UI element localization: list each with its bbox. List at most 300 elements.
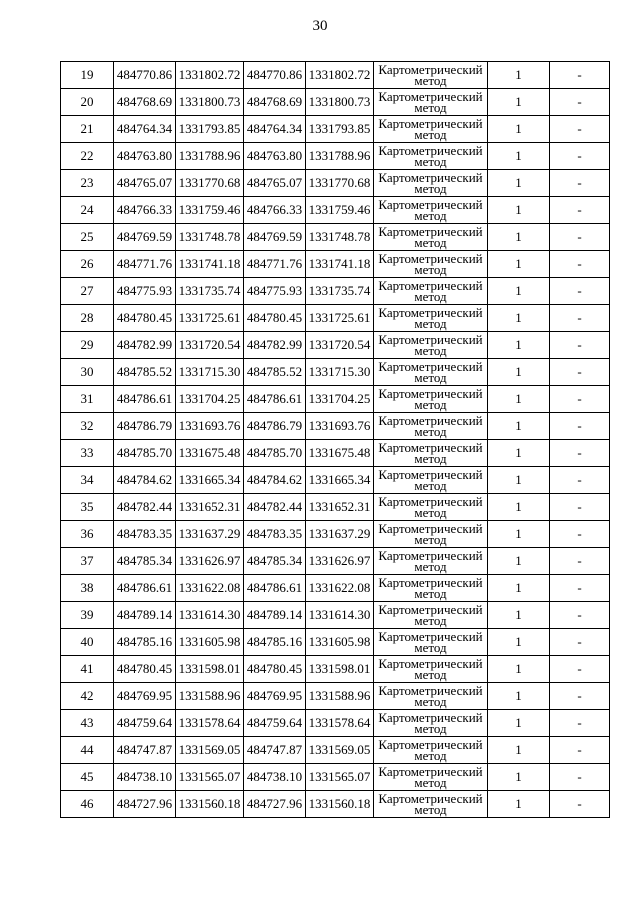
method-line-1: Картометрический (378, 332, 483, 347)
method-line-1: Картометрический (378, 413, 483, 428)
note-cell: - (550, 143, 610, 170)
y-coordinate-2-cell: 1331588.96 (306, 683, 374, 710)
table-row (61, 737, 610, 764)
x-coordinate-2-cell: 484764.34 (244, 116, 306, 143)
y-coordinate-cell: 1331598.01 (176, 656, 244, 683)
table-row (61, 710, 610, 737)
accuracy-cell: 1 (488, 710, 550, 737)
x-coordinate-cell: 484747.87 (114, 737, 176, 764)
accuracy-cell: 1 (488, 62, 550, 89)
note-cell: - (550, 548, 610, 575)
x-coordinate-cell: 484763.80 (114, 143, 176, 170)
method-line-1: Картометрический (378, 116, 483, 131)
accuracy-cell: 1 (488, 197, 550, 224)
table-row (61, 251, 610, 278)
point-number-cell: 23 (61, 170, 114, 197)
note-cell: - (550, 413, 610, 440)
point-number-cell: 45 (61, 764, 114, 791)
method-line-2: метод (414, 505, 447, 520)
point-number-cell: 42 (61, 683, 114, 710)
point-number-cell: 19 (61, 62, 114, 89)
method-cell (374, 143, 488, 170)
x-coordinate-2-cell: 484747.87 (244, 737, 306, 764)
note-cell: - (550, 62, 610, 89)
table-row (61, 791, 610, 818)
method-line-1: Картометрический (378, 89, 483, 104)
point-number-cell: 22 (61, 143, 114, 170)
x-coordinate-2-cell: 484768.69 (244, 89, 306, 116)
note-cell: - (550, 89, 610, 116)
y-coordinate-2-cell: 1331704.25 (306, 386, 374, 413)
method-line-2: метод (414, 127, 447, 142)
table-row (61, 89, 610, 116)
method-line-1: Картометрический (378, 494, 483, 509)
y-coordinate-cell: 1331802.72 (176, 62, 244, 89)
note-cell: - (550, 305, 610, 332)
method-line-2: метод (414, 181, 447, 196)
method-line-2: метод (414, 343, 447, 358)
point-number-cell: 37 (61, 548, 114, 575)
point-number-cell: 32 (61, 413, 114, 440)
x-coordinate-cell: 484785.52 (114, 359, 176, 386)
y-coordinate-2-cell: 1331770.68 (306, 170, 374, 197)
x-coordinate-2-cell: 484782.99 (244, 332, 306, 359)
x-coordinate-2-cell: 484780.45 (244, 656, 306, 683)
note-cell: - (550, 629, 610, 656)
method-line-1: Картометрический (378, 548, 483, 563)
method-line-2: метод (414, 613, 447, 628)
method-line-2: метод (414, 775, 447, 790)
note-cell: - (550, 575, 610, 602)
y-coordinate-2-cell: 1331715.30 (306, 359, 374, 386)
y-coordinate-cell: 1331788.96 (176, 143, 244, 170)
y-coordinate-2-cell: 1331675.48 (306, 440, 374, 467)
table-row (61, 332, 610, 359)
y-coordinate-2-cell: 1331652.31 (306, 494, 374, 521)
y-coordinate-2-cell: 1331614.30 (306, 602, 374, 629)
method-line-2: метод (414, 451, 447, 466)
method-line-1: Картометрический (378, 440, 483, 455)
coordinates-table (60, 61, 610, 818)
note-cell: - (550, 278, 610, 305)
method-line-2: метод (414, 532, 447, 547)
y-coordinate-cell: 1331770.68 (176, 170, 244, 197)
method-line-1: Картометрический (378, 629, 483, 644)
accuracy-cell: 1 (488, 251, 550, 278)
method-line-2: метод (414, 694, 447, 709)
table-row (61, 656, 610, 683)
table-row (61, 629, 610, 656)
y-coordinate-cell: 1331693.76 (176, 413, 244, 440)
method-line-2: метод (414, 640, 447, 655)
method-line-2: метод (414, 100, 447, 115)
y-coordinate-cell: 1331626.97 (176, 548, 244, 575)
x-coordinate-cell: 484769.59 (114, 224, 176, 251)
method-line-1: Картометрический (378, 467, 483, 482)
method-line-1: Картометрический (378, 170, 483, 185)
accuracy-cell: 1 (488, 764, 550, 791)
method-line-1: Картометрический (378, 656, 483, 671)
y-coordinate-2-cell: 1331788.96 (306, 143, 374, 170)
y-coordinate-2-cell: 1331569.05 (306, 737, 374, 764)
method-cell (374, 359, 488, 386)
x-coordinate-2-cell: 484784.62 (244, 467, 306, 494)
method-cell (374, 467, 488, 494)
x-coordinate-2-cell: 484738.10 (244, 764, 306, 791)
point-number-cell: 39 (61, 602, 114, 629)
method-line-1: Картометрический (378, 386, 483, 401)
table-row (61, 197, 610, 224)
method-cell (374, 683, 488, 710)
point-number-cell: 21 (61, 116, 114, 143)
point-number-cell: 31 (61, 386, 114, 413)
x-coordinate-cell: 484782.99 (114, 332, 176, 359)
point-number-cell: 27 (61, 278, 114, 305)
note-cell: - (550, 359, 610, 386)
x-coordinate-cell: 484769.95 (114, 683, 176, 710)
point-number-cell: 44 (61, 737, 114, 764)
x-coordinate-2-cell: 484775.93 (244, 278, 306, 305)
y-coordinate-cell: 1331704.25 (176, 386, 244, 413)
note-cell: - (550, 251, 610, 278)
x-coordinate-cell: 484789.14 (114, 602, 176, 629)
method-cell (374, 62, 488, 89)
y-coordinate-cell: 1331759.46 (176, 197, 244, 224)
note-cell: - (550, 197, 610, 224)
x-coordinate-2-cell: 484770.86 (244, 62, 306, 89)
table-row (61, 575, 610, 602)
accuracy-cell: 1 (488, 737, 550, 764)
x-coordinate-cell: 484785.16 (114, 629, 176, 656)
x-coordinate-cell: 484780.45 (114, 305, 176, 332)
accuracy-cell: 1 (488, 791, 550, 818)
y-coordinate-2-cell: 1331748.78 (306, 224, 374, 251)
method-cell (374, 116, 488, 143)
method-line-1: Картометрический (378, 602, 483, 617)
x-coordinate-cell: 484765.07 (114, 170, 176, 197)
x-coordinate-2-cell: 484786.79 (244, 413, 306, 440)
method-line-2: метод (414, 748, 447, 763)
x-coordinate-2-cell: 484727.96 (244, 791, 306, 818)
x-coordinate-2-cell: 484759.64 (244, 710, 306, 737)
y-coordinate-cell: 1331748.78 (176, 224, 244, 251)
table-row (61, 143, 610, 170)
method-cell (374, 386, 488, 413)
method-cell (374, 602, 488, 629)
method-line-1: Картометрический (378, 791, 483, 806)
method-cell (374, 170, 488, 197)
method-cell (374, 737, 488, 764)
accuracy-cell: 1 (488, 548, 550, 575)
method-line-2: метод (414, 289, 447, 304)
y-coordinate-2-cell: 1331800.73 (306, 89, 374, 116)
x-coordinate-cell: 484782.44 (114, 494, 176, 521)
table-row (61, 467, 610, 494)
y-coordinate-cell: 1331637.29 (176, 521, 244, 548)
method-line-2: метод (414, 478, 447, 493)
x-coordinate-2-cell: 484785.34 (244, 548, 306, 575)
method-line-1: Картометрический (378, 521, 483, 536)
x-coordinate-cell: 484775.93 (114, 278, 176, 305)
y-coordinate-cell: 1331622.08 (176, 575, 244, 602)
accuracy-cell: 1 (488, 278, 550, 305)
table-row (61, 602, 610, 629)
x-coordinate-cell: 484738.10 (114, 764, 176, 791)
accuracy-cell: 1 (488, 332, 550, 359)
y-coordinate-cell: 1331725.61 (176, 305, 244, 332)
point-number-cell: 28 (61, 305, 114, 332)
y-coordinate-2-cell: 1331565.07 (306, 764, 374, 791)
accuracy-cell: 1 (488, 224, 550, 251)
point-number-cell: 40 (61, 629, 114, 656)
x-coordinate-2-cell: 484786.61 (244, 386, 306, 413)
x-coordinate-2-cell: 484780.45 (244, 305, 306, 332)
x-coordinate-cell: 484764.34 (114, 116, 176, 143)
point-number-cell: 43 (61, 710, 114, 737)
table-body (61, 62, 610, 818)
y-coordinate-cell: 1331675.48 (176, 440, 244, 467)
note-cell: - (550, 710, 610, 737)
note-cell: - (550, 494, 610, 521)
accuracy-cell: 1 (488, 89, 550, 116)
method-line-1: Картометрический (378, 764, 483, 779)
table-row (61, 224, 610, 251)
method-cell (374, 494, 488, 521)
method-line-1: Картометрический (378, 575, 483, 590)
accuracy-cell: 1 (488, 359, 550, 386)
x-coordinate-2-cell: 484782.44 (244, 494, 306, 521)
note-cell: - (550, 737, 610, 764)
method-line-1: Картометрический (378, 359, 483, 374)
table-row (61, 116, 610, 143)
y-coordinate-cell: 1331715.30 (176, 359, 244, 386)
method-cell (374, 332, 488, 359)
x-coordinate-2-cell: 484785.70 (244, 440, 306, 467)
y-coordinate-cell: 1331578.64 (176, 710, 244, 737)
accuracy-cell: 1 (488, 143, 550, 170)
y-coordinate-2-cell: 1331605.98 (306, 629, 374, 656)
x-coordinate-2-cell: 484763.80 (244, 143, 306, 170)
method-cell (374, 305, 488, 332)
y-coordinate-2-cell: 1331626.97 (306, 548, 374, 575)
x-coordinate-cell: 484770.86 (114, 62, 176, 89)
table-row (61, 764, 610, 791)
accuracy-cell: 1 (488, 656, 550, 683)
method-cell (374, 629, 488, 656)
method-cell (374, 440, 488, 467)
note-cell: - (550, 170, 610, 197)
y-coordinate-2-cell: 1331802.72 (306, 62, 374, 89)
y-coordinate-cell: 1331652.31 (176, 494, 244, 521)
method-line-2: метод (414, 316, 447, 331)
accuracy-cell: 1 (488, 602, 550, 629)
y-coordinate-2-cell: 1331725.61 (306, 305, 374, 332)
accuracy-cell: 1 (488, 386, 550, 413)
method-cell (374, 575, 488, 602)
accuracy-cell: 1 (488, 305, 550, 332)
method-line-1: Картометрический (378, 143, 483, 158)
x-coordinate-cell: 484785.34 (114, 548, 176, 575)
point-number-cell: 46 (61, 791, 114, 818)
accuracy-cell: 1 (488, 494, 550, 521)
table-row (61, 521, 610, 548)
page-number: 30 (312, 18, 328, 34)
x-coordinate-cell: 484785.70 (114, 440, 176, 467)
x-coordinate-2-cell: 484785.16 (244, 629, 306, 656)
method-cell (374, 224, 488, 251)
note-cell: - (550, 764, 610, 791)
point-number-cell: 35 (61, 494, 114, 521)
point-number-cell: 29 (61, 332, 114, 359)
x-coordinate-2-cell: 484771.76 (244, 251, 306, 278)
y-coordinate-cell: 1331720.54 (176, 332, 244, 359)
accuracy-cell: 1 (488, 170, 550, 197)
x-coordinate-cell: 484784.62 (114, 467, 176, 494)
x-coordinate-cell: 484786.79 (114, 413, 176, 440)
table-row (61, 440, 610, 467)
note-cell: - (550, 656, 610, 683)
y-coordinate-2-cell: 1331622.08 (306, 575, 374, 602)
point-number-cell: 38 (61, 575, 114, 602)
x-coordinate-cell: 484727.96 (114, 791, 176, 818)
method-line-1: Картометрический (378, 251, 483, 266)
note-cell: - (550, 116, 610, 143)
x-coordinate-cell: 484786.61 (114, 386, 176, 413)
method-line-2: метод (414, 424, 447, 439)
y-coordinate-2-cell: 1331759.46 (306, 197, 374, 224)
point-number-cell: 41 (61, 656, 114, 683)
x-coordinate-2-cell: 484769.59 (244, 224, 306, 251)
y-coordinate-2-cell: 1331637.29 (306, 521, 374, 548)
note-cell: - (550, 332, 610, 359)
y-coordinate-cell: 1331793.85 (176, 116, 244, 143)
method-line-1: Картометрический (378, 305, 483, 320)
x-coordinate-2-cell: 484785.52 (244, 359, 306, 386)
table-row (61, 413, 610, 440)
method-line-1: Картометрический (378, 737, 483, 752)
point-number-cell: 34 (61, 467, 114, 494)
method-line-2: метод (414, 586, 447, 601)
table-row (61, 548, 610, 575)
method-line-2: метод (414, 721, 447, 736)
table-row (61, 62, 610, 89)
y-coordinate-cell: 1331569.05 (176, 737, 244, 764)
table-row (61, 170, 610, 197)
y-coordinate-2-cell: 1331560.18 (306, 791, 374, 818)
note-cell: - (550, 467, 610, 494)
x-coordinate-cell: 484783.35 (114, 521, 176, 548)
method-cell (374, 548, 488, 575)
method-cell (374, 764, 488, 791)
y-coordinate-cell: 1331735.74 (176, 278, 244, 305)
y-coordinate-2-cell: 1331741.18 (306, 251, 374, 278)
table-row (61, 494, 610, 521)
y-coordinate-2-cell: 1331720.54 (306, 332, 374, 359)
accuracy-cell: 1 (488, 467, 550, 494)
method-line-2: метод (414, 208, 447, 223)
y-coordinate-cell: 1331614.30 (176, 602, 244, 629)
method-cell (374, 413, 488, 440)
method-cell (374, 197, 488, 224)
x-coordinate-cell: 484759.64 (114, 710, 176, 737)
method-line-2: метод (414, 73, 447, 88)
x-coordinate-2-cell: 484769.95 (244, 683, 306, 710)
method-line-1: Картометрический (378, 197, 483, 212)
accuracy-cell: 1 (488, 413, 550, 440)
y-coordinate-cell: 1331588.96 (176, 683, 244, 710)
note-cell: - (550, 440, 610, 467)
method-cell (374, 278, 488, 305)
method-line-1: Картометрический (378, 62, 483, 77)
note-cell: - (550, 602, 610, 629)
y-coordinate-2-cell: 1331598.01 (306, 656, 374, 683)
x-coordinate-cell: 484786.61 (114, 575, 176, 602)
method-line-2: метод (414, 262, 447, 277)
y-coordinate-2-cell: 1331693.76 (306, 413, 374, 440)
method-cell (374, 89, 488, 116)
method-line-1: Картометрический (378, 278, 483, 293)
point-number-cell: 24 (61, 197, 114, 224)
method-line-2: метод (414, 370, 447, 385)
method-line-1: Картометрический (378, 710, 483, 725)
x-coordinate-cell: 484780.45 (114, 656, 176, 683)
method-cell (374, 521, 488, 548)
table-row (61, 278, 610, 305)
y-coordinate-2-cell: 1331665.34 (306, 467, 374, 494)
accuracy-cell: 1 (488, 440, 550, 467)
y-coordinate-2-cell: 1331793.85 (306, 116, 374, 143)
y-coordinate-2-cell: 1331578.64 (306, 710, 374, 737)
y-coordinate-cell: 1331800.73 (176, 89, 244, 116)
method-line-2: метод (414, 154, 447, 169)
accuracy-cell: 1 (488, 683, 550, 710)
y-coordinate-cell: 1331605.98 (176, 629, 244, 656)
point-number-cell: 26 (61, 251, 114, 278)
note-cell: - (550, 386, 610, 413)
table-row (61, 683, 610, 710)
method-cell (374, 710, 488, 737)
table-row (61, 305, 610, 332)
method-line-1: Картометрический (378, 224, 483, 239)
method-line-2: метод (414, 802, 447, 817)
point-number-cell: 33 (61, 440, 114, 467)
point-number-cell: 20 (61, 89, 114, 116)
accuracy-cell: 1 (488, 575, 550, 602)
point-number-cell: 30 (61, 359, 114, 386)
accuracy-cell: 1 (488, 521, 550, 548)
y-coordinate-cell: 1331741.18 (176, 251, 244, 278)
note-cell: - (550, 683, 610, 710)
x-coordinate-2-cell: 484783.35 (244, 521, 306, 548)
point-number-cell: 25 (61, 224, 114, 251)
point-number-cell: 36 (61, 521, 114, 548)
y-coordinate-cell: 1331665.34 (176, 467, 244, 494)
x-coordinate-cell: 484768.69 (114, 89, 176, 116)
y-coordinate-2-cell: 1331735.74 (306, 278, 374, 305)
x-coordinate-cell: 484771.76 (114, 251, 176, 278)
method-cell (374, 656, 488, 683)
accuracy-cell: 1 (488, 116, 550, 143)
y-coordinate-cell: 1331560.18 (176, 791, 244, 818)
method-cell (374, 791, 488, 818)
accuracy-cell: 1 (488, 629, 550, 656)
note-cell: - (550, 521, 610, 548)
table-row (61, 359, 610, 386)
table-row (61, 386, 610, 413)
method-line-2: метод (414, 559, 447, 574)
method-line-1: Картометрический (378, 683, 483, 698)
x-coordinate-cell: 484766.33 (114, 197, 176, 224)
